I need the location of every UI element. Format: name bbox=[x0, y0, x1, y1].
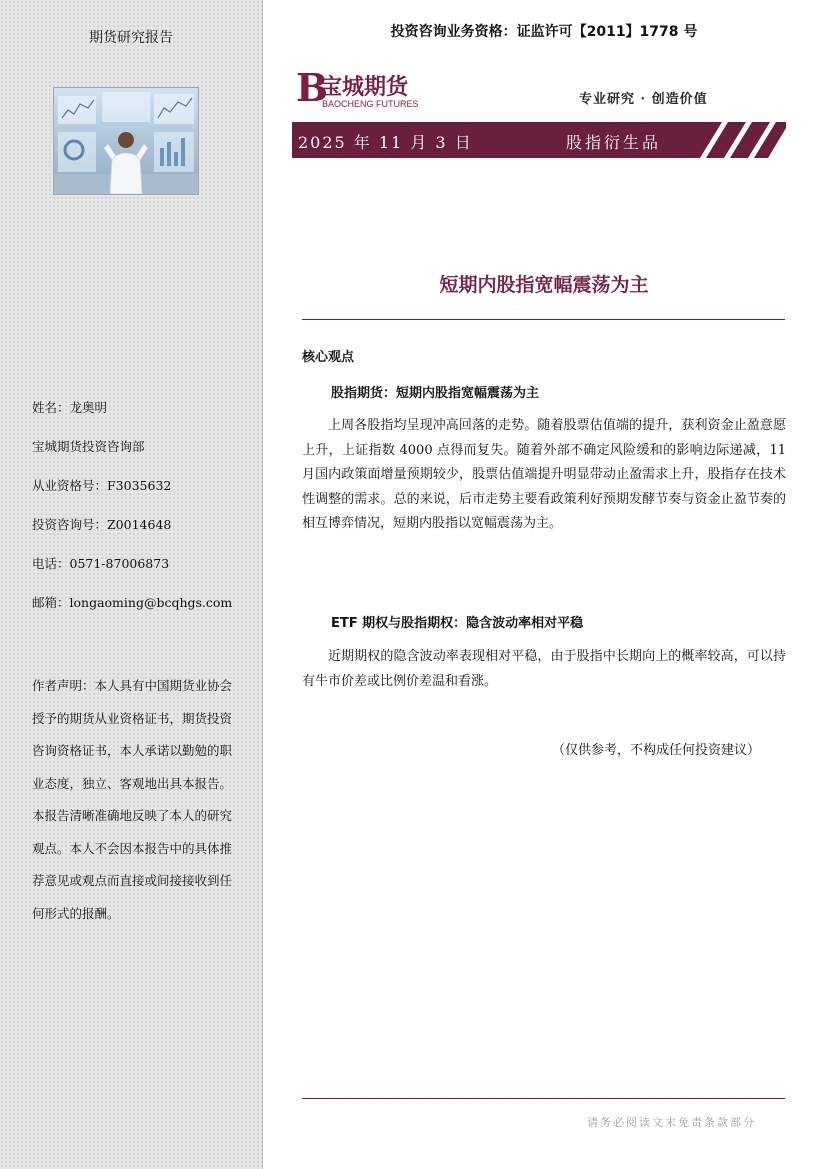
cover-image bbox=[54, 88, 198, 194]
disclaimer-note: （仅供参考，不构成任何投资建议） bbox=[551, 743, 760, 758]
phone: 电话：0571-87006873 bbox=[32, 556, 170, 571]
company-slogan: 专业研究 · 创造价值 bbox=[579, 92, 708, 107]
author-name: 姓名：龙奥明 bbox=[32, 400, 108, 415]
report-type-label: 期货研究报告 bbox=[89, 30, 173, 46]
businessman-dashboard-illustration bbox=[54, 88, 198, 194]
license-number: 从业资格号：F3035632 bbox=[32, 478, 172, 493]
author-statement: 作者声明：本人具有中国期货业协会授予的期货从业资格证书，期货投资咨询资格证书，本人承诺以勤勉的职业态度，独立、客观地出具本报告。本报告清晰准确地反映了本人的研究观点。本人不会因本报告中的具体推荐意见或观点而直接或间接接收到任何形式的报酬。 bbox=[32, 678, 233, 921]
core-view-heading: 核心观点 bbox=[302, 350, 355, 365]
company-logo bbox=[296, 68, 436, 116]
email-link[interactable]: 邮箱：longaoming@bcqhgs.com bbox=[32, 595, 233, 610]
footer-divider bbox=[302, 1098, 785, 1099]
svg-text:B: B bbox=[296, 68, 329, 110]
section-heading-futures: 股指期货：短期内股指宽幅震荡为主 bbox=[331, 386, 540, 401]
author-department: 宝城期货投资咨询部 bbox=[32, 439, 145, 454]
report-category: 股指衍生品 bbox=[566, 133, 662, 152]
qualification-notice: 投资咨询业务资格：证监许可【2011】1778 号 bbox=[390, 24, 698, 40]
logo-cn-text: 宝城期货 bbox=[320, 74, 409, 100]
logo-en-text: BAOCHENG FUTURES bbox=[322, 99, 419, 109]
sidebar bbox=[0, 0, 263, 1169]
report-date: 2025 年 11 月 3 日 bbox=[298, 133, 473, 152]
baocheng-logo-icon bbox=[296, 68, 436, 112]
section-heading-options: ETF 期权与股指期权：隐含波动率相对平稳 bbox=[331, 616, 584, 631]
title-divider bbox=[302, 319, 785, 320]
footer-note: 请务必阅读文末免责条款部分 bbox=[587, 1116, 756, 1129]
section-body-options: 近期期权的隐含波动率表现相对平稳，由于股指中长期向上的概率较高，可以持有牛市价差或比例价差温和看涨。 bbox=[302, 649, 786, 689]
consult-number: 投资咨询号：Z0014648 bbox=[32, 517, 172, 532]
report-title: 短期内股指宽幅震荡为主 bbox=[439, 274, 649, 296]
section-body-futures: 上周各股指均呈现冲高回落的走势。随着股票估值端的提升，获利资金止盈意愿上升，上证指数 4000 点得而复失。随着外部不确定风险缓和的影响边际递减，11 月国内政策面增量预期较少，股票估值端提升明显带动止盈需求上升，股指存在技术性调整的需求。总的来说，后市走势主要看政策利好预期发酵节奏与资金止盈节奏的相互博弈情况，短期内股指以宽幅震荡为主。 bbox=[302, 418, 786, 531]
